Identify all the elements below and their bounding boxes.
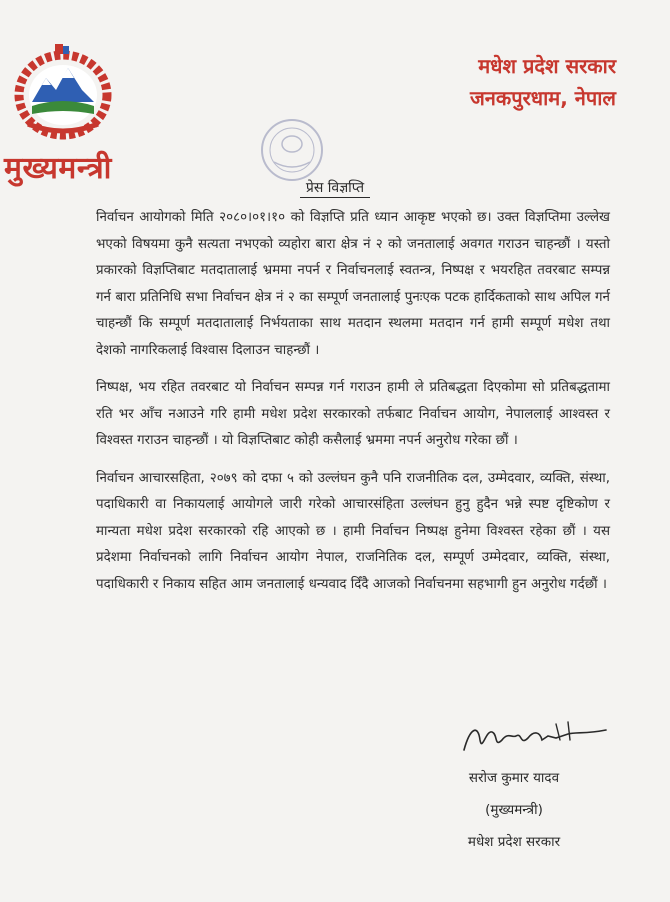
paragraph-3: निर्वाचन आचारसहिता, २०७९ को दफा ५ को उल्लंघन कुनै पनि राजनीतिक दल, उम्मेदवार, व्यक्ति, संस्था, पदाधिकारी वा निकायलाई आयोगले जारी गरेको आचारसंहिता उल्लंघन हुनु हुदैन भन्ने स्पष्ट दृष्टिकोण र मान्यता मधेश प्रदेश सरकारको रहि आएको छ । हामी निर्वाचन निष्पक्ष हुनेमा विश्वस्त रहेका छौं । यस प्रदेशमा निर्वाचनको लागि निर्वाचन आयोग नेपाल, राजनितिक दल, सम्पूर्ण उम्मेदवार, व्यक्ति, संस्था, पदाधिकारी र निकाय सहित आम जनतालाई धन्यवाद दिँदै आजको निर्वाचनमा सहभागी हुन अनुरोध गर्दछौं । [96, 470, 610, 592]
signatory-block [444, 762, 584, 858]
paragraph-1: निर्वाचन आयोगको मिति २०८०।०१।१० को विज्ञप्ति प्रति ध्यान आकृष्ट भएको छ। उक्त विज्ञप्तिमा उल्लेख भएको विषयमा कुनै सत्यता नभएको व्यहोरा बारा क्षेत्र नं २ को जनतालाई अवगत गराउन चाहन्छौं । यस्तो प्रकारको विज्ञप्तिबाट मतदातालाई भ्रममा नपर्न र निर्वाचनलाई स्वतन्त्र, निष्पक्ष र भयरहित तवरबाट सम्पन्न गर्न बारा प्रतिनिधि सभा निर्वाचन क्षेत्र नं २ का सम्पूर्ण जनतालाई पुनःएक पटक हार्दिकताको साथ अपिल गर्न चाहन्छौं कि सम्पूर्ण मतदातालाई निर्भयताका साथ मतदान स्थलमा मतदान गर्न हामी सम्पूर्ण मधेश तथा देशको नागरिकलाई विश्वास दिलाउन चाहन्छौं । [96, 210, 610, 358]
government-header [470, 50, 616, 114]
signatory-office: मधेश प्रदेश सरकार [467, 834, 561, 850]
signatory-designation: (मुख्यमन्त्री) [485, 802, 543, 818]
nepal-emblem-icon [8, 40, 118, 140]
chief-minister-title: मुख्यमन्त्री [4, 151, 112, 186]
document-body [96, 205, 610, 609]
government-name: मधेश प्रदेश सरकार [478, 54, 616, 78]
document-heading-text: प्रेस विज्ञप्ति [300, 180, 370, 198]
handwritten-signature [456, 710, 616, 760]
document-heading [0, 178, 670, 197]
paragraph-2: निष्पक्ष, भय रहित तवरबाट यो निर्वाचन सम्पन्न गर्न गराउन हामी ले प्रतिबद्धता दिएकोमा सो प्रतिबद्धतामा रति भर आँच नआउने गरि हामी मधेश प्रदेश सरकारको तर्फबाट निर्वाचन आयोग, नेपाललाई आश्वस्त र विश्वस्त गराउन चाहन्छौं । यो विज्ञप्तिबाट कोही कसैलाई भ्रममा नपर्न अनुरोध गरेका छौं । [96, 380, 610, 448]
signatory-name: सरोज कुमार यादव [468, 770, 560, 786]
government-location: जनकपुरधाम, नेपाल [469, 86, 616, 110]
